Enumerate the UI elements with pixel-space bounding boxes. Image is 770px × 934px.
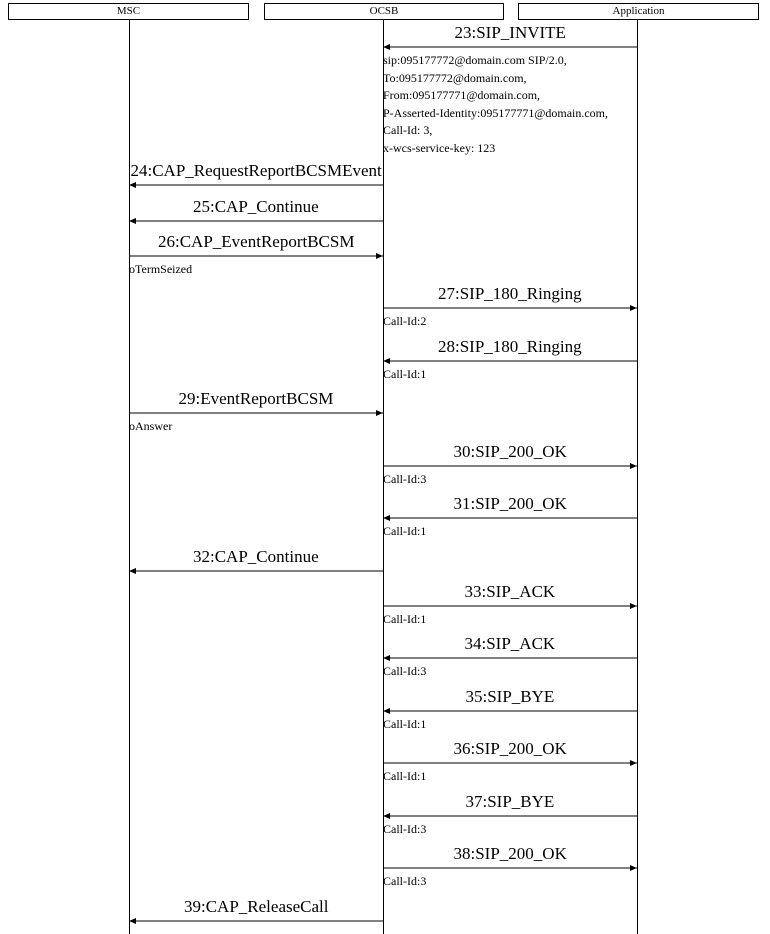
arrowhead: [630, 463, 637, 469]
message-note: P-Asserted-Identity:095177771@domain.com,: [383, 105, 609, 120]
arrowhead: [383, 44, 390, 50]
message-label: 29:EventReportBCSM: [178, 389, 334, 408]
message-label: 23:SIP_INVITE: [454, 23, 566, 42]
message-label: 28:SIP_180_Ringing: [438, 337, 582, 356]
message-note: Call-Id:1: [383, 524, 427, 538]
arrowhead: [383, 708, 390, 714]
message-label: 37:SIP_BYE: [465, 792, 555, 811]
arrowhead: [129, 182, 136, 188]
lane-header-ocsb: OCSB: [264, 3, 504, 20]
message-note: Call-Id:3: [383, 874, 427, 888]
arrowhead: [129, 218, 136, 224]
arrowhead: [376, 410, 383, 416]
arrowhead: [630, 603, 637, 609]
message-label: 33:SIP_ACK: [464, 582, 556, 601]
message-note: Call-Id: 3,: [383, 123, 433, 137]
message-note: Call-Id:1: [383, 612, 427, 626]
message-note: From:095177771@domain.com,: [383, 88, 541, 102]
message-note: To:095177772@domain.com,: [383, 70, 527, 85]
arrowhead: [630, 865, 637, 871]
message-note: oAnswer: [129, 419, 173, 433]
message-label: 35:SIP_BYE: [465, 687, 555, 706]
lane-header-application: Application: [518, 3, 759, 20]
message-note: oTermSeized: [129, 262, 193, 276]
message-label: 30:SIP_200_OK: [453, 442, 567, 461]
message-label: 27:SIP_180_Ringing: [438, 284, 582, 303]
message-note: x-wcs-service-key: 123: [383, 140, 496, 155]
arrowhead: [129, 568, 136, 574]
message-label: 26:CAP_EventReportBCSM: [158, 232, 355, 251]
arrowhead: [383, 655, 390, 661]
arrowhead: [383, 813, 390, 819]
message-label: 38:SIP_200_OK: [453, 844, 567, 863]
message-note: Call-Id:1: [383, 769, 427, 783]
message-note: Call-Id:1: [383, 367, 427, 381]
message-label: 39:CAP_ReleaseCall: [184, 897, 329, 916]
arrowhead: [376, 253, 383, 259]
message-label: 31:SIP_200_OK: [453, 494, 567, 513]
arrowhead: [383, 358, 390, 364]
message-note: Call-Id:1: [383, 717, 427, 731]
message-note: Call-Id:3: [383, 822, 427, 836]
arrowhead: [129, 918, 136, 924]
message-label: 25:CAP_Continue: [193, 197, 319, 216]
message-note: Call-Id:2: [383, 314, 427, 328]
message-note: Call-Id:3: [383, 472, 427, 486]
lane-header-msc: MSC: [8, 3, 249, 20]
message-label: 34:SIP_ACK: [464, 634, 556, 653]
message-label: 36:SIP_200_OK: [453, 739, 567, 758]
message-note: Call-Id:3: [383, 664, 427, 678]
arrowhead: [383, 515, 390, 521]
message-label: 32:CAP_Continue: [193, 547, 319, 566]
message-note: sip:095177772@domain.com SIP/2.0,: [383, 53, 567, 67]
arrowhead: [630, 305, 637, 311]
arrowhead: [630, 760, 637, 766]
message-label: 24:CAP_RequestReportBCSMEvent: [130, 161, 382, 180]
